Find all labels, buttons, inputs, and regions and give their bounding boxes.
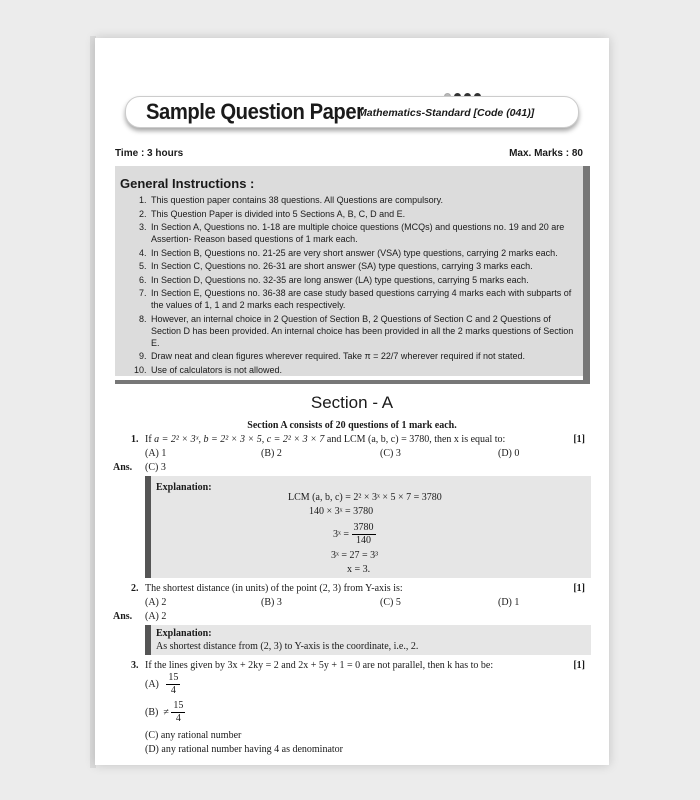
max-marks-label: Max. Marks : 80 [509, 148, 583, 159]
instruction-item: 9. Draw neat and clean figures wherever required. Take π = 22/7 wherever required if not stated. [149, 350, 577, 362]
explanation-line: 140 × 3ˣ = 3780 [309, 506, 374, 517]
instruction-item: 1. This question paper contains 38 questions. All Questions are compulsory. [149, 194, 577, 206]
question-number: 3. [131, 660, 139, 671]
section-title: Section - A [310, 393, 394, 412]
question-text: If the lines given by 3x + 2ky = 2 and 2x + 5y + 1 = 0 are not parallel, then k has to be: [145, 660, 494, 671]
answer-label: Ans. [113, 611, 133, 622]
option-b: (B) ≠ $\frac{15}{4}$ [145, 700, 184, 724]
explanation-text: As shortest distance from (2, 3) to Y-axis is the coordinate, i.e., 2. [156, 641, 419, 652]
question-text: If a = 2² × 3ˣ, b = 2² × 3 × 5, c = 2² × 3 × 7 and LCM (a, b, c) = 3780, then x is equal to: [145, 434, 506, 445]
instruction-item: 10. Use of calculators is not allowed. [149, 364, 577, 376]
instruction-item: 5. In Section C, Questions no. 26-31 are short answer (SA) type questions, carrying 3 marks each. [149, 260, 577, 272]
instruction-item: 3. In Section A, Questions no. 1-18 are multiple choice questions (MCQs) and questions no. 19 and 20 are Assertion- Reason based questions of 1 mark each. [149, 221, 577, 245]
option-c: (C) 5 [380, 597, 401, 608]
explanation-heading: Explanation: [156, 482, 212, 493]
paper-title: Sample Question Paper [146, 99, 364, 124]
instruction-item: 6. In Section D, Questions no. 32-35 are long answer (LA) type questions, carrying 5 marks each. [149, 274, 577, 286]
instructions-list [115, 194, 583, 377]
explanation-box [145, 625, 591, 655]
explanation-line: LCM (a, b, c) = 2² × 3ˣ × 5 × 7 = 3780 [288, 492, 442, 503]
question-number: 2. [131, 583, 139, 594]
question-marks: [1] [573, 583, 585, 594]
instructions-shadow-bottom [115, 380, 590, 384]
option-a: (A) 2 [145, 597, 167, 608]
explanation-line: 3ˣ = 27 = 3³ [331, 550, 379, 561]
general-instructions-box [115, 166, 583, 376]
option-b: (B) 2 [261, 448, 282, 459]
option-b: (B) 3 [261, 597, 282, 608]
instruction-item: 7. In Section E, Questions no. 36-38 are case study based questions carrying 4 marks each with subparts of the values of 1, 1 and 2 marks each respectively. [149, 287, 577, 311]
instructions-shadow-bar [583, 166, 590, 381]
paper-subtitle: Mathematics-Standard [Code (041)] [358, 107, 535, 119]
option-a: (A) 1 [145, 448, 167, 459]
title-banner [125, 96, 579, 128]
answer-value: (C) 3 [145, 462, 166, 473]
question-marks: [1] [573, 660, 585, 671]
option-c: (C) any rational number [145, 730, 242, 741]
instruction-item: 8. However, an internal choice in 2 Question of Section B, 2 Questions of Section C and 2 Questions of Section D has been provided. An internal choice has been provided in all the 2 marks questions of Section E. [149, 313, 577, 349]
instructions-heading: General Instructions : [120, 176, 255, 191]
question-marks: [1] [573, 434, 585, 445]
option-d: (D) 0 [498, 448, 520, 459]
explanation-line: x = 3. [347, 564, 371, 575]
instruction-item: 2. This Question Paper is divided into 5 Sections A, B, C, D and E. [149, 208, 577, 220]
explanation-fraction-line: 3ˣ = $\frac{3780}{140}$ [333, 522, 374, 546]
answer-value: (A) 2 [145, 611, 167, 622]
section-subtitle: Section A consists of 20 questions of 1 mark each. [247, 420, 457, 431]
question-paper-page [95, 38, 609, 765]
explanation-heading: Explanation: [156, 628, 212, 639]
question-number: 1. [131, 434, 139, 445]
question-text: The shortest distance (in units) of the point (2, 3) from Y-axis is: [145, 583, 403, 594]
option-d: (D) any rational number having 4 as denominator [145, 744, 343, 755]
option-d: (D) 1 [498, 597, 520, 608]
answer-label: Ans. [113, 462, 133, 473]
option-a: (A) $\frac{15}{4}$ [145, 672, 179, 696]
option-c: (C) 3 [380, 448, 401, 459]
explanation-box [145, 476, 591, 578]
time-label: Time : 3 hours [115, 148, 184, 159]
instruction-item: 4. In Section B, Questions no. 21-25 are very short answer (VSA) type questions, carrying 2 marks each. [149, 247, 577, 259]
